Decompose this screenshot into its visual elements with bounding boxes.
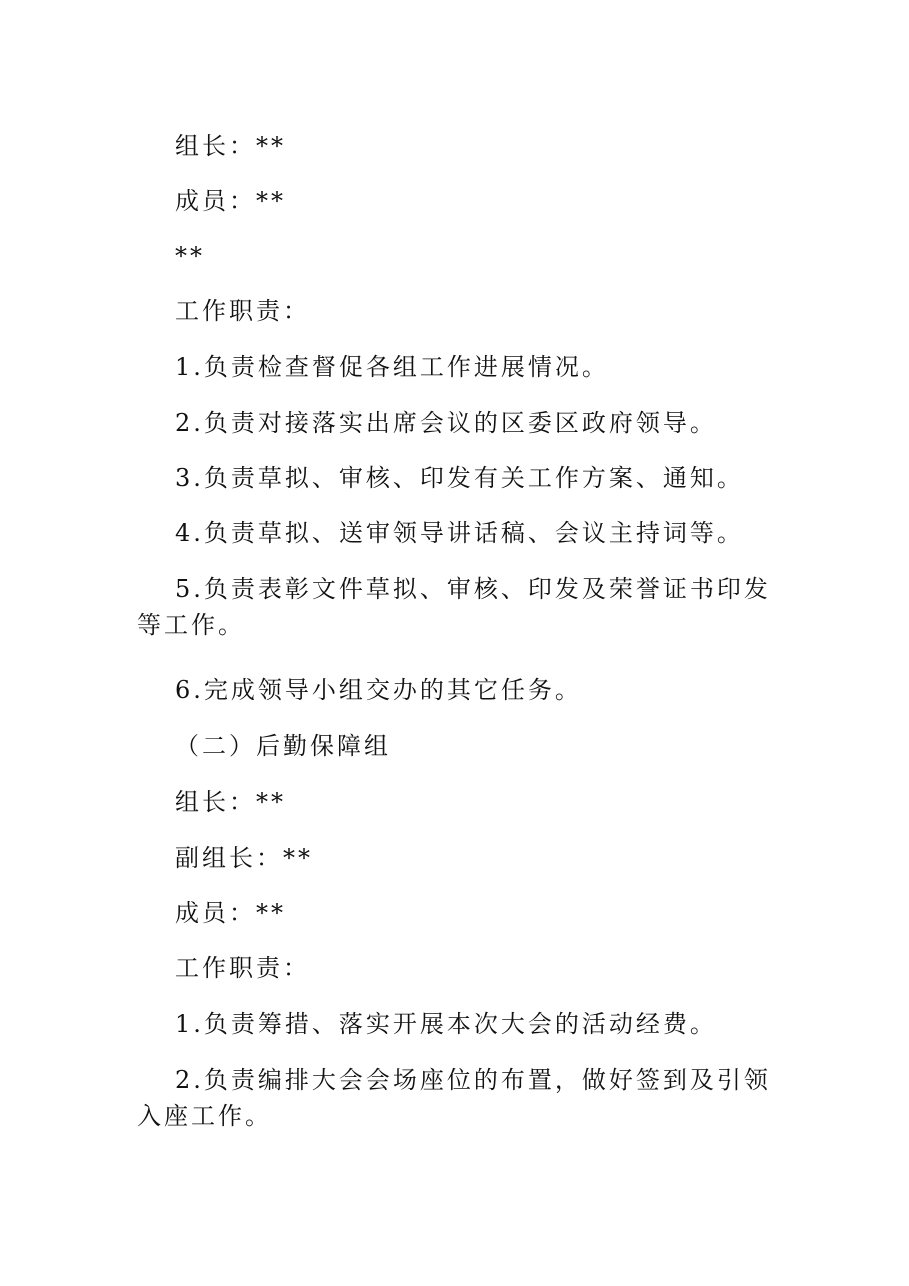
members-line: 成员：** — [175, 187, 286, 215]
duty-item: 2.负责对接落实出席会议的区委区政府领导。 — [175, 409, 717, 437]
leader-line: 组长：** — [175, 788, 286, 816]
duty-item: 4.负责草拟、送审领导讲话稿、会议主持词等。 — [175, 519, 744, 547]
section-heading: （二）后勤保障组 — [175, 732, 391, 760]
duty-item: 1.负责检查督促各组工作进展情况。 — [175, 353, 609, 381]
duty-item: 3.负责草拟、审核、印发有关工作方案、通知。 — [175, 464, 744, 492]
duty-item: 2.负责编排大会会场座位的布置，做好签到及引领入座工作。 — [137, 1066, 771, 1130]
members-continued-line: ** — [175, 242, 205, 270]
duty-item: 5.负责表彰文件草拟、审核、印发及荣誉证书印发等工作。 — [137, 575, 771, 639]
leader-line: 组长：** — [175, 132, 286, 160]
duties-heading: 工作职责： — [175, 297, 310, 325]
duties-heading: 工作职责： — [175, 954, 310, 982]
duty-item: 1.负责筹措、落实开展本次大会的活动经费。 — [175, 1010, 717, 1038]
members-line: 成员：** — [175, 899, 286, 927]
duty-item: 6.完成领导小组交办的其它任务。 — [175, 676, 582, 704]
deputy-leader-line: 副组长：** — [175, 844, 313, 872]
